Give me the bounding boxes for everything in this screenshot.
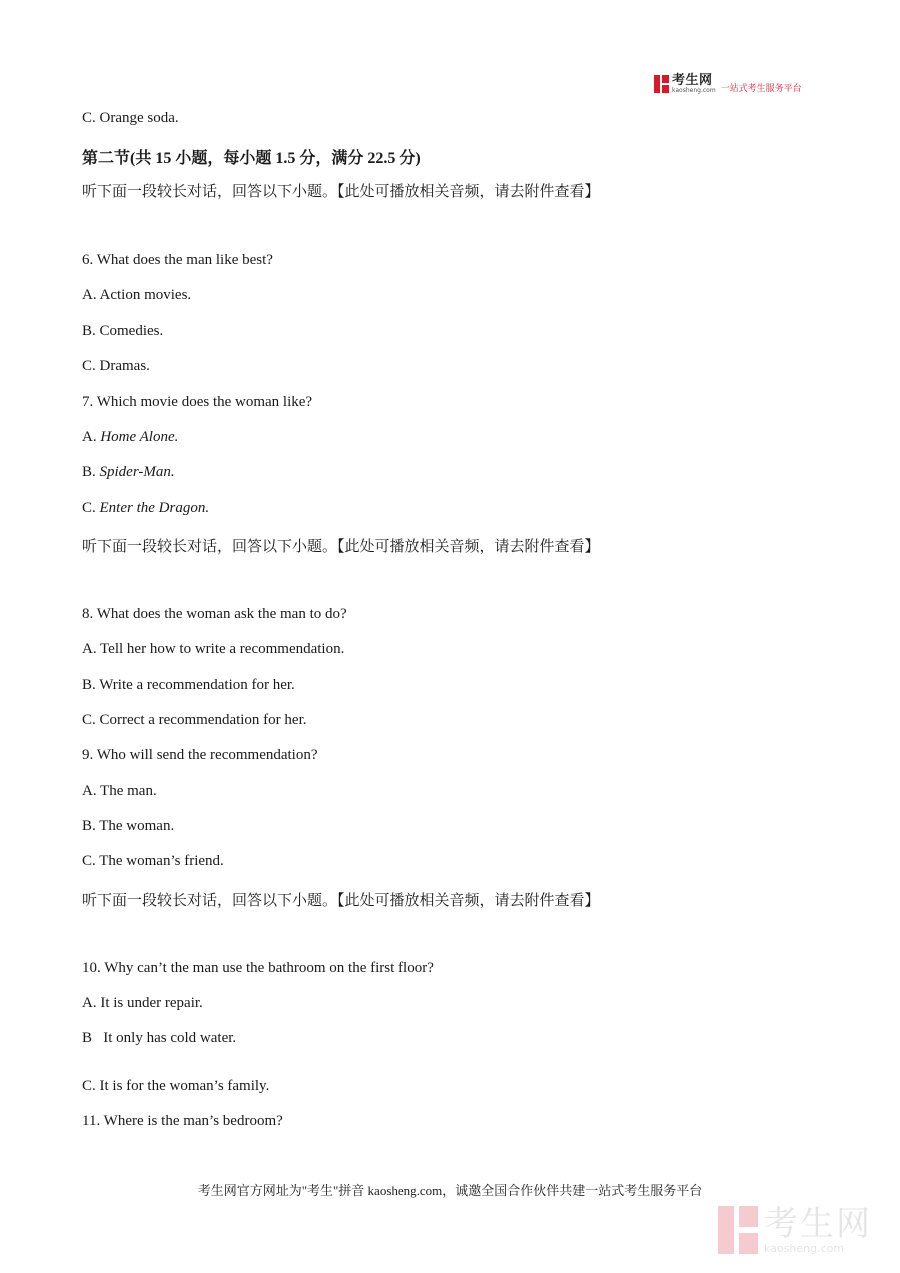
question-8-option-c: C. Correct a recommendation for her. xyxy=(82,712,307,728)
listening-instruction: 听下面一段较长对话，回答以下小题。【此处可播放相关音频，请去附件查看】 xyxy=(82,184,600,200)
question-7-option-b: B. Spider-Man. xyxy=(82,464,175,480)
listening-instruction: 听下面一段较长对话，回答以下小题。【此处可播放相关音频，请去附件查看】 xyxy=(82,893,600,909)
movie-title: Home Alone. xyxy=(100,429,179,445)
watermark-logo xyxy=(718,1203,872,1255)
movie-title: Enter the Dragon. xyxy=(99,500,210,516)
question-8-option-a: A. Tell her how to write a recommendation. xyxy=(82,641,345,657)
question-10-option-b: B It only has cold water. xyxy=(82,1030,237,1046)
question-6-option-a: A. Action movies. xyxy=(82,287,192,303)
question-6-option-c: C. Dramas. xyxy=(82,358,150,374)
question-9-option-a: A. The man. xyxy=(82,783,157,799)
kaosheng-watermark-icon xyxy=(718,1206,758,1254)
movie-title: Spider-Man. xyxy=(99,464,175,480)
question-7-option-c: C. Enter the Dragon. xyxy=(82,500,210,516)
question-7: 7. Which movie does the woman like? xyxy=(82,394,313,410)
question-10-option-c: C. It is for the woman’s family. xyxy=(82,1078,270,1094)
question-9-option-c: C. The woman’s friend. xyxy=(82,853,224,869)
listening-instruction: 听下面一段较长对话，回答以下小题。【此处可播放相关音频，请去附件查看】 xyxy=(82,539,600,555)
question-8: 8. What does the woman ask the man to do? xyxy=(82,606,347,622)
question-6: 6. What does the man like best? xyxy=(82,252,273,268)
logo-domain: kaosheng.com xyxy=(672,87,716,94)
question-9: 9. Who will send the recommendation? xyxy=(82,747,318,763)
page-footer: 考生网官方网址为"考生"拼音 kaosheng.com，诚邀全国合作伙伴共建一站式考生服务平台 xyxy=(197,1183,703,1198)
question-7-option-a: A. Home Alone. xyxy=(82,429,179,445)
section-title: 第二节(共 15 小题，每小题 1.5 分，满分 22.5 分) xyxy=(82,150,421,167)
question-10-option-a: A. It is under repair. xyxy=(82,995,203,1011)
question-11: 11. Where is the man’s bedroom? xyxy=(82,1113,283,1129)
question-8-option-b: B. Write a recommendation for her. xyxy=(82,677,295,693)
option-text: C. Orange soda. xyxy=(82,110,179,126)
logo-name: 考生网 xyxy=(672,73,713,88)
question-10: 10. Why can’t the man use the bathroom on the first floor? xyxy=(82,960,434,976)
logo-slogan: 一站式考生服务平台 xyxy=(720,83,802,94)
kaosheng-logo-icon xyxy=(654,75,669,93)
question-6-option-b: B. Comedies. xyxy=(82,323,164,339)
header-logo xyxy=(654,74,802,94)
watermark-domain: kaosheng.com xyxy=(764,1241,845,1255)
watermark-name: 考生网 xyxy=(764,1203,872,1244)
question-9-option-b: B. The woman. xyxy=(82,818,175,834)
